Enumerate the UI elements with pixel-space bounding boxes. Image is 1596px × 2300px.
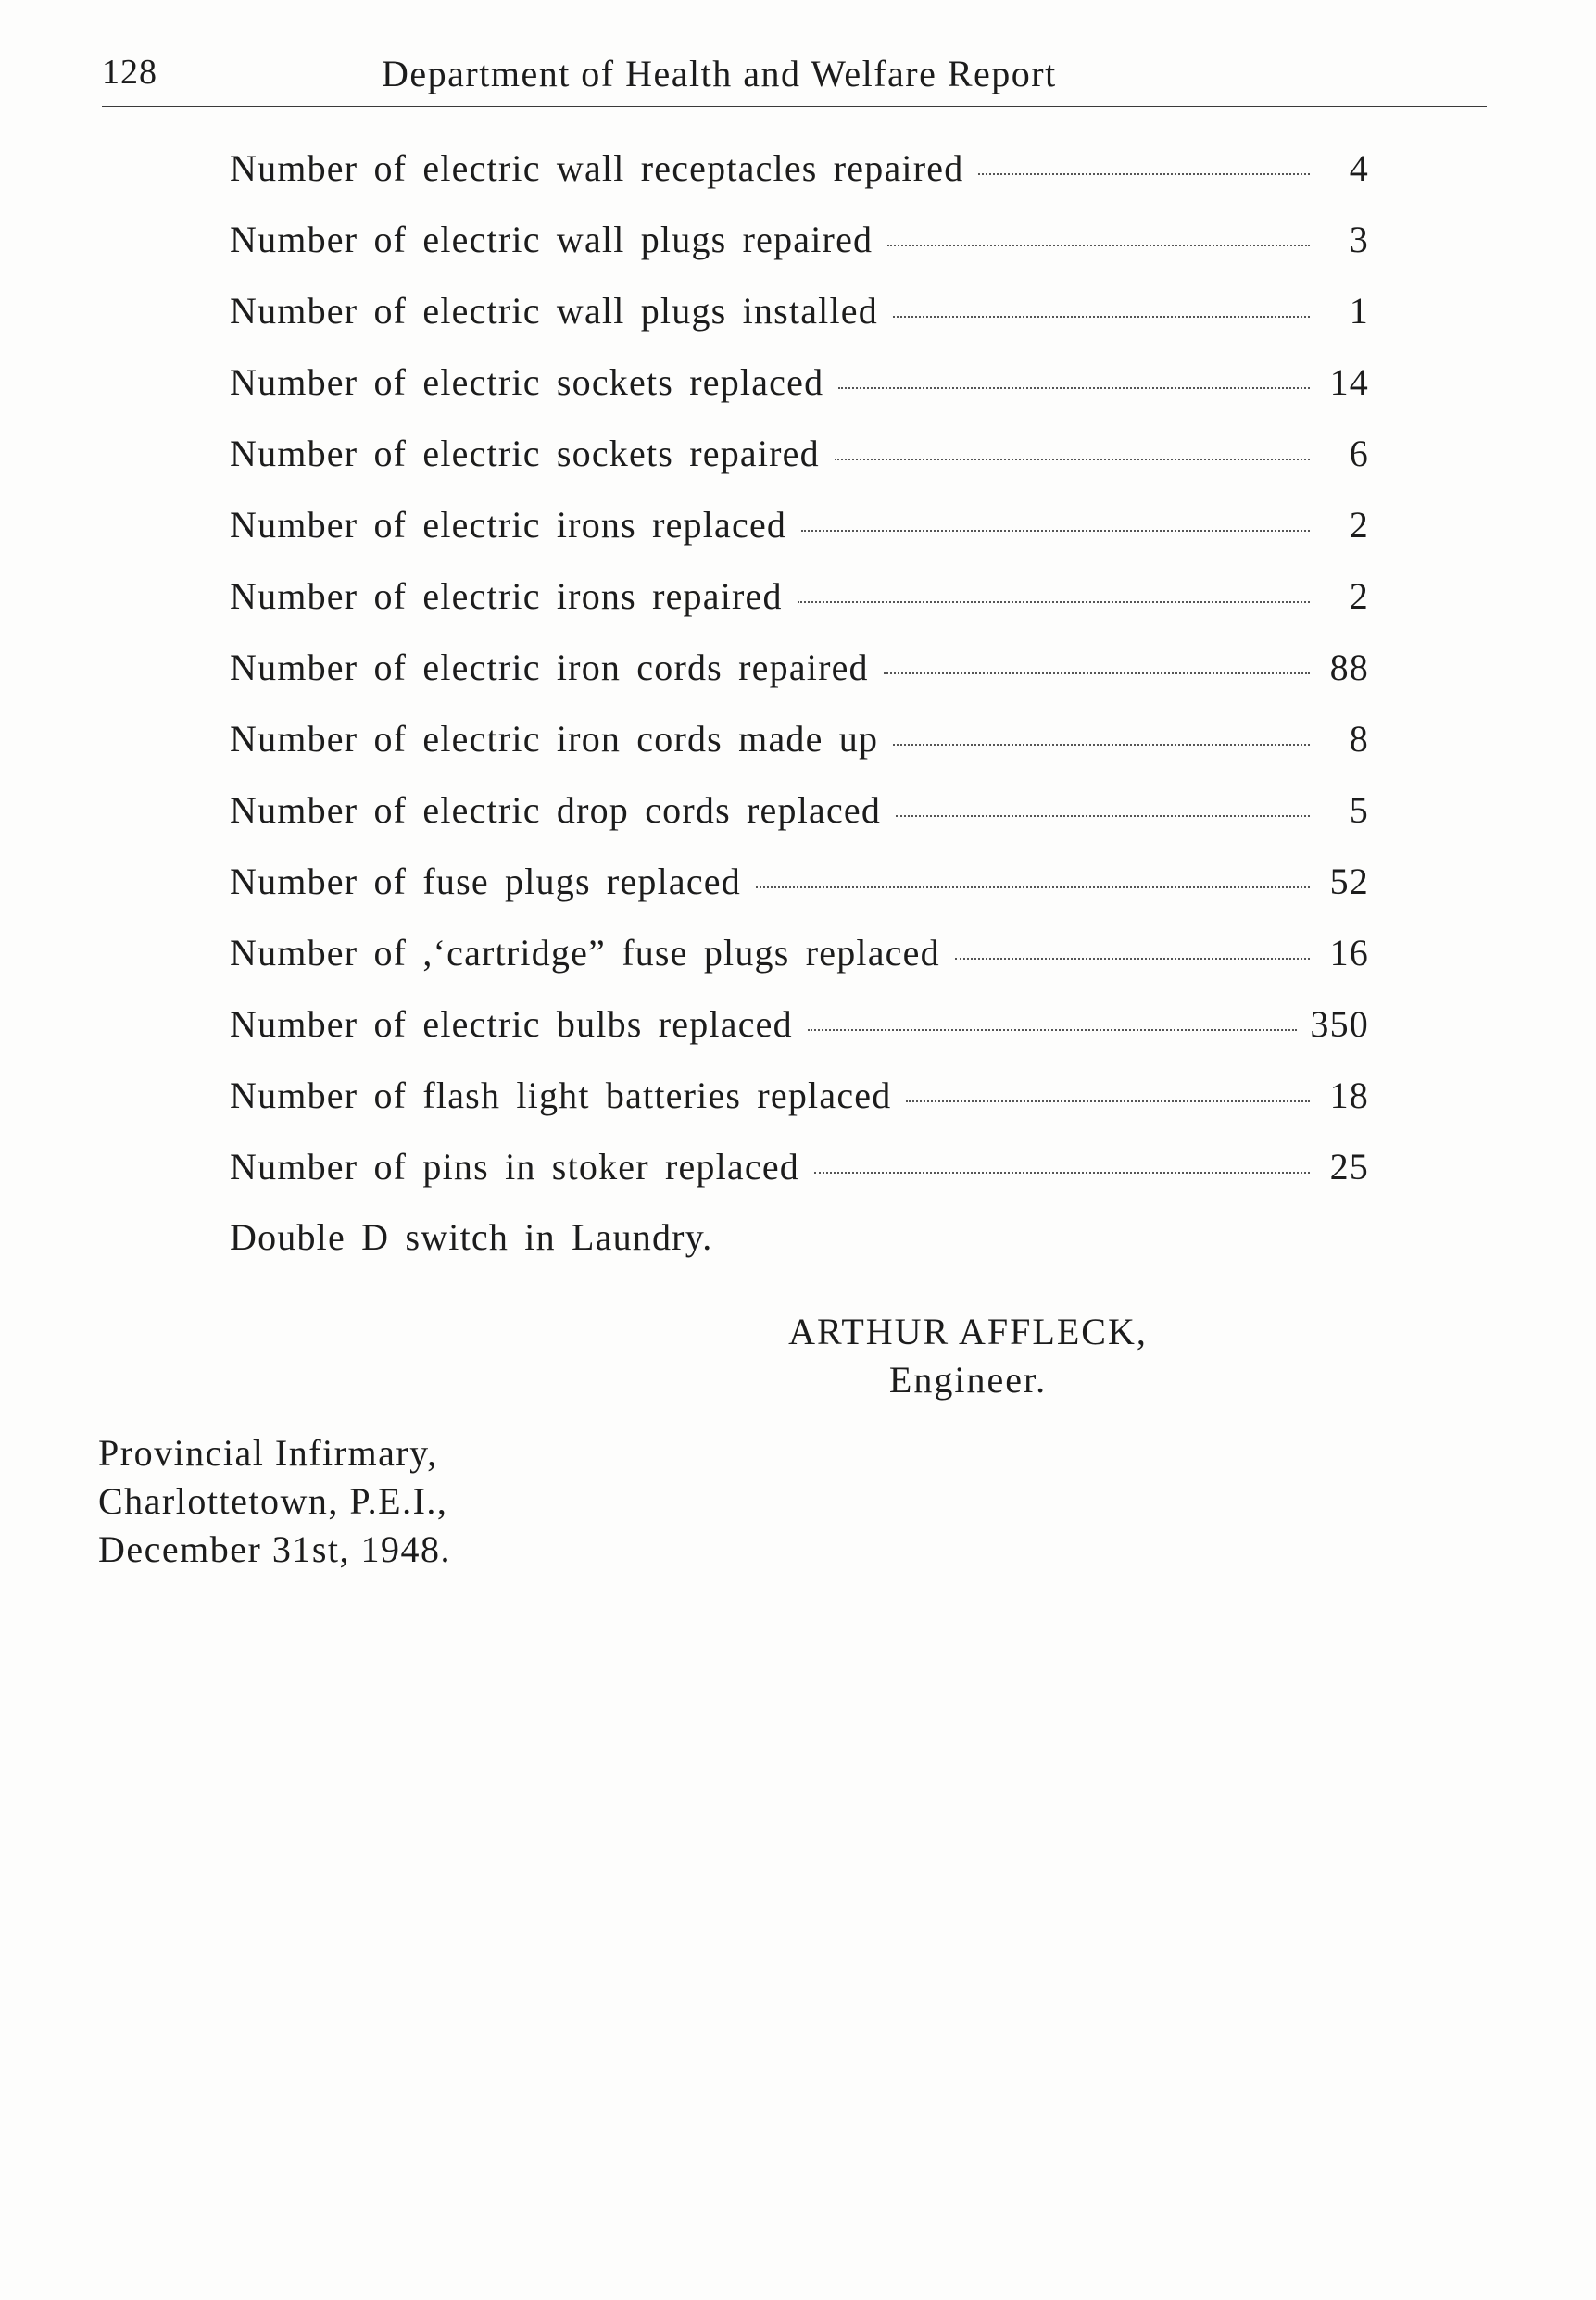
page-header: [102, 48, 1487, 107]
dot-leader: [978, 173, 1310, 175]
dot-leader: [808, 1029, 1298, 1031]
dot-leader: [887, 245, 1310, 246]
dot-leader: [838, 387, 1310, 389]
list-item: [230, 218, 1369, 289]
list-item: [230, 503, 1369, 574]
list-item: [230, 360, 1369, 432]
dot-leader: [906, 1100, 1310, 1102]
dot-leader: [955, 958, 1310, 960]
list-item: [230, 646, 1369, 717]
item-label: Number of electric drop cords replaced: [230, 789, 882, 831]
dot-leader: [814, 1172, 1310, 1174]
address-date: December 31st, 1948.: [98, 1528, 452, 1570]
item-value: 2: [1349, 504, 1369, 546]
laundry-note: Double D switch in Laundry.: [230, 1216, 713, 1258]
list-item: [230, 931, 1369, 1002]
list-item: [230, 289, 1369, 360]
item-label: Number of electric iron cords repaired: [230, 647, 869, 688]
running-title: Department of Health and Welfare Report: [382, 53, 1057, 94]
item-value: 25: [1329, 1146, 1369, 1188]
repair-items-list: [230, 146, 1369, 1216]
item-label: Number of electric iron cords made up: [230, 718, 879, 760]
signature-name: ARTHUR AFFLECK,: [788, 1311, 1148, 1352]
address-line: Provincial Infirmary,: [98, 1432, 438, 1474]
dot-leader: [893, 744, 1310, 746]
item-label: Number of electric irons replaced: [230, 504, 787, 546]
item-value: 88: [1329, 647, 1369, 688]
dot-leader: [896, 815, 1310, 817]
address-block: [98, 1429, 451, 1574]
item-label: Number of ,‘cartridge” fuse plugs replaced: [230, 932, 940, 974]
dot-leader: [756, 886, 1310, 888]
item-value: 350: [1310, 1003, 1369, 1045]
item-label: Number of electric wall plugs repaired: [230, 219, 873, 260]
item-value: 5: [1349, 789, 1369, 831]
list-item: [230, 574, 1369, 646]
dot-leader: [801, 530, 1310, 532]
list-item: [230, 1002, 1369, 1074]
dot-leader: [798, 601, 1310, 603]
list-item: [230, 432, 1369, 503]
item-label: Number of electric sockets repaired: [230, 433, 820, 474]
item-value: 18: [1329, 1075, 1369, 1116]
item-label: Number of pins in stoker replaced: [230, 1146, 799, 1188]
list-item: [230, 1074, 1369, 1145]
list-item: [230, 717, 1369, 788]
item-value: 1: [1349, 290, 1369, 332]
item-label: Number of electric bulbs replaced: [230, 1003, 793, 1045]
address-line: Charlottetown, P.E.I.,: [98, 1480, 448, 1522]
signature-block: [760, 1308, 1176, 1404]
dot-leader: [893, 316, 1310, 318]
item-label: Number of fuse plugs replaced: [230, 861, 741, 902]
item-label: Number of electric wall plugs installed: [230, 290, 878, 332]
page-number: 128: [102, 53, 157, 92]
item-label: Number of electric sockets replaced: [230, 361, 824, 403]
item-label: Number of electric wall receptacles repaired: [230, 147, 964, 189]
list-item: [230, 1145, 1369, 1216]
dot-leader: [835, 459, 1310, 460]
item-value: 3: [1349, 219, 1369, 260]
item-label: Number of flash light batteries replaced: [230, 1075, 892, 1116]
item-value: 14: [1329, 361, 1369, 403]
item-value: 4: [1349, 147, 1369, 189]
item-value: 52: [1329, 861, 1369, 902]
list-item: [230, 860, 1369, 931]
item-value: 16: [1329, 932, 1369, 974]
item-value: 2: [1349, 575, 1369, 617]
signature-title: Engineer.: [888, 1359, 1048, 1401]
item-value: 8: [1349, 718, 1369, 760]
dot-leader: [884, 672, 1310, 674]
item-value: 6: [1349, 433, 1369, 474]
list-item: [230, 788, 1369, 860]
list-item: [230, 146, 1369, 218]
item-label: Number of electric irons repaired: [230, 575, 783, 617]
